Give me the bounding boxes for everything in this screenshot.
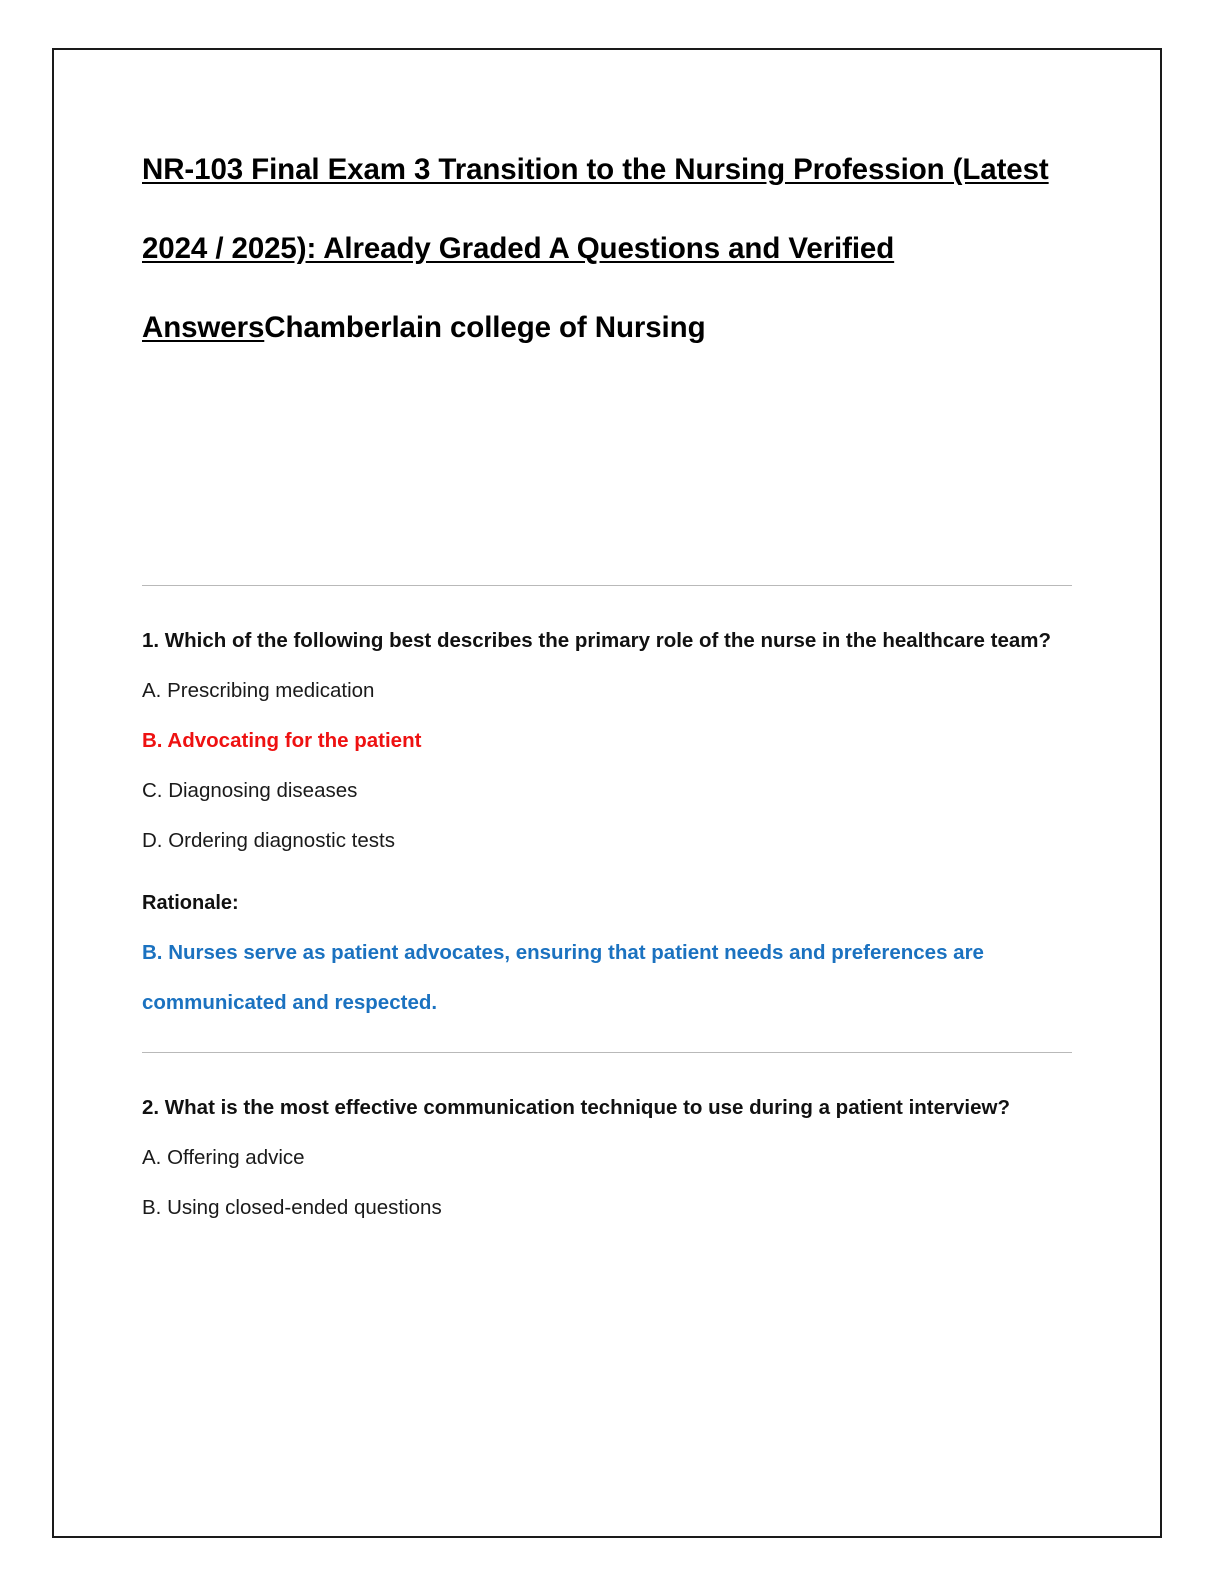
question-block-1 — [142, 586, 1072, 1028]
question-block-2 — [142, 1053, 1072, 1233]
question-option[interactable]: C. Diagnosing diseases — [142, 779, 358, 802]
title-spacer — [142, 367, 1072, 585]
question-stem: 1. Which of the following best describes the primary role of the nurse in the healthcare team? — [142, 629, 1052, 652]
question-option[interactable]: A. Offering advice — [142, 1146, 305, 1169]
document-content — [142, 130, 1072, 1233]
rationale-text: B. Nurses serve as patient advocates, ensuring that patient needs and preferences are communicated and respected. — [142, 941, 984, 1014]
question-option[interactable]: A. Prescribing medication — [142, 679, 375, 702]
question-option[interactable]: B. Using closed-ended questions — [142, 1196, 442, 1219]
page-title-tail: Chamberlain college of Nursing — [264, 311, 706, 344]
rationale-label: Rationale: — [142, 892, 239, 914]
page-title — [142, 130, 1072, 367]
question-option-correct[interactable]: B. Advocating for the patient — [142, 729, 422, 752]
question-gap — [142, 1028, 1072, 1052]
question-option[interactable]: D. Ordering diagnostic tests — [142, 829, 395, 852]
page-title-main: NR-103 Final Exam 3 Transition to the Nursing Profession (Latest 2024 / 2025): Already Graded A Questions and Verified Answers — [142, 153, 1049, 344]
question-stem: 2. What is the most effective communication technique to use during a patient interview? — [142, 1096, 1010, 1119]
